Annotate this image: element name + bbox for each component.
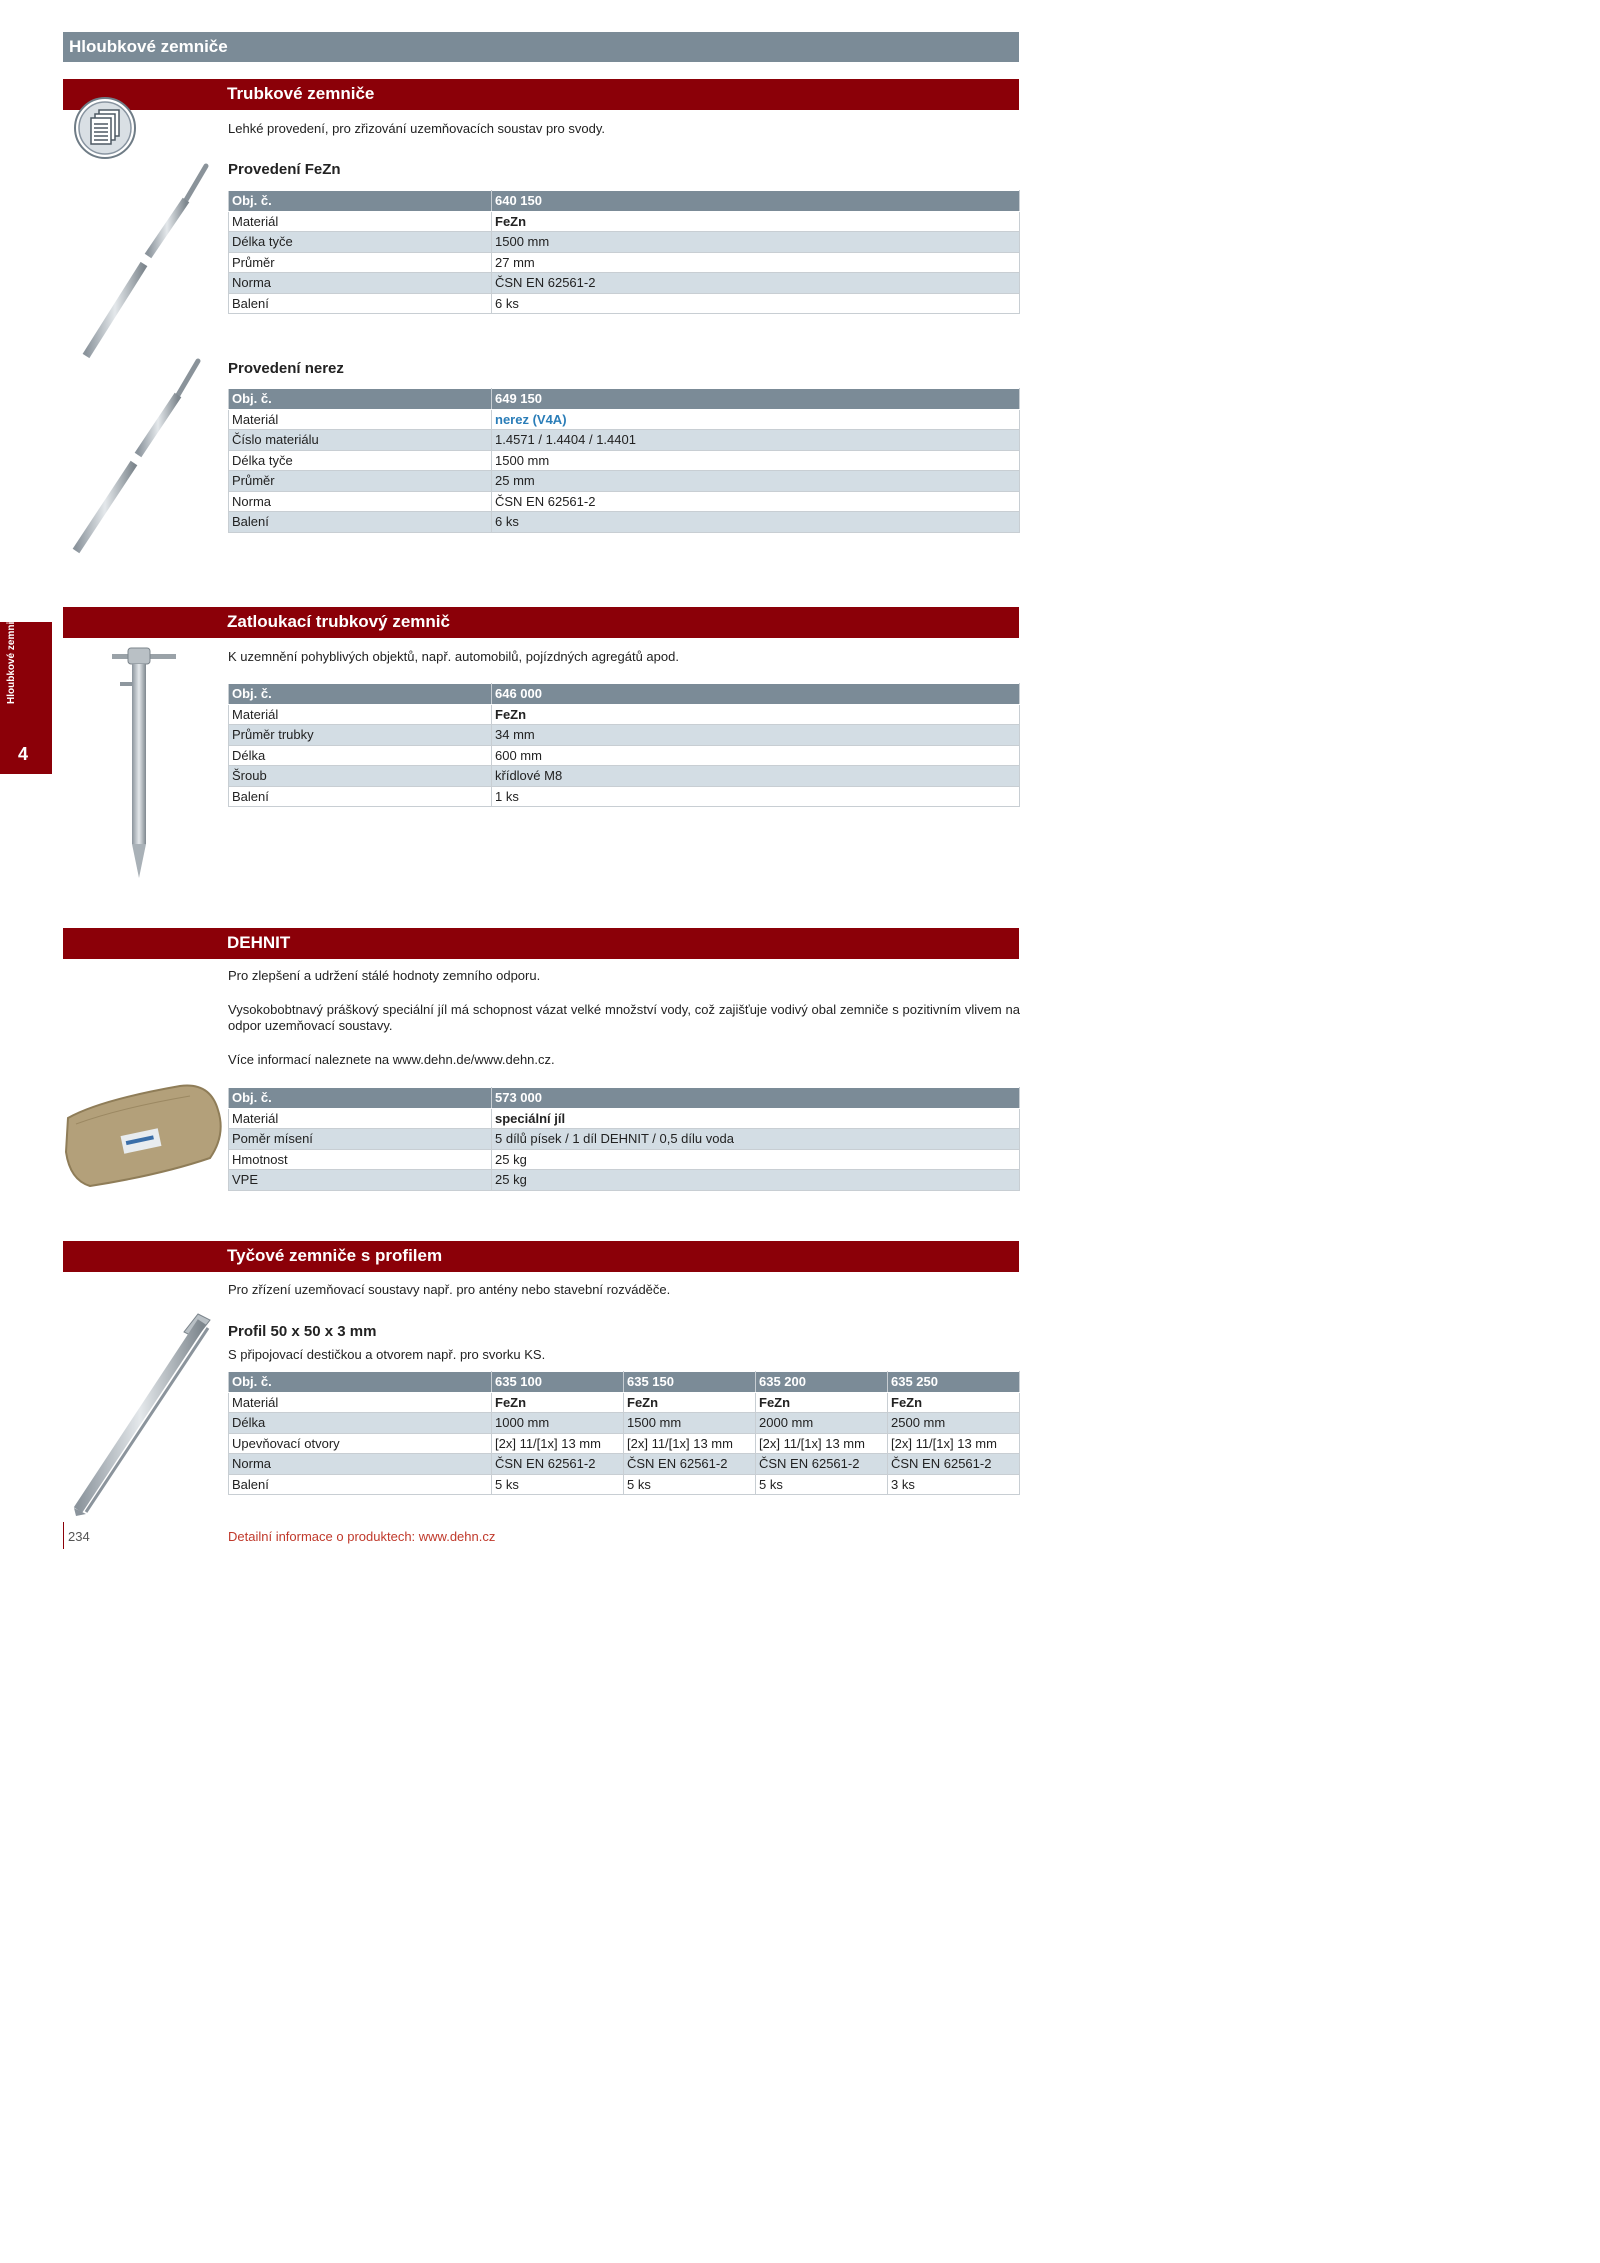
footer-product-link[interactable]: Detailní informace o produktech: www.dehn.cz <box>228 1529 496 1544</box>
section-header-dehnit <box>63 928 1019 959</box>
variant-title-stainless: Provedení nerez <box>228 360 344 377</box>
table-header-row: Obj. č. 646 000 <box>229 684 1020 705</box>
spec-table-driven-rod <box>228 683 1020 807</box>
table-row: Průměr 27 mm <box>229 252 1020 273</box>
variant-title-fezn: Provedení FeZn <box>228 161 341 178</box>
chapter-side-tab[interactable] <box>0 610 52 774</box>
section-description: Pro zlepšení a udržení stálé hodnoty zemního odporu. <box>228 968 541 983</box>
section-title: Zatloukací trubkový zemnič <box>227 612 450 631</box>
table-header-row: Obj. č. 649 150 <box>229 389 1020 410</box>
table-header-row: Obj. č. 635 100 635 150 635 200 635 250 <box>229 1372 1020 1393</box>
table-row: Materiál nerez (V4A) <box>229 409 1020 430</box>
table-row: Poměr mísení 5 dílů písek / 1 díl DEHNIT / 0,5 dílu voda <box>229 1129 1020 1150</box>
table-row: Balení 1 ks <box>229 786 1020 807</box>
table-row: Balení 6 ks <box>229 512 1020 533</box>
table-row: Délka 600 mm <box>229 745 1020 766</box>
page-number: 234 <box>68 1529 90 1544</box>
section-header-trubkove <box>63 79 1019 110</box>
table-row: Průměr trubky 34 mm <box>229 725 1020 746</box>
table-row: Číslo materiálu 1.4571 / 1.4404 / 1.4401 <box>229 430 1020 451</box>
page-header-bar <box>63 32 1019 62</box>
chapter-side-tab-number: 4 <box>18 744 29 764</box>
spec-table-fezn <box>228 190 1020 314</box>
table-row: Norma ČSN EN 62561-2 ČSN EN 62561-2 ČSN EN 62561-2 ČSN EN 62561-2 <box>229 1454 1020 1475</box>
spec-table-stainless <box>228 388 1020 533</box>
section-title: DEHNIT <box>227 933 291 952</box>
page-header-title: Hloubkové zemniče <box>69 37 228 56</box>
section-description: Vysokobobtnavý práškový speciální jíl má schopnost vázat velké množství vody, což zajišťuje vodivý obal zemniče s pozitivním vlivem na odpor uzemňovací soustavy. <box>228 1002 1020 1033</box>
table-row: Délka tyče 1500 mm <box>229 232 1020 253</box>
profile-subtitle: Profil 50 x 50 x 3 mm <box>228 1323 377 1340</box>
table-row: Šroub křídlové M8 <box>229 766 1020 787</box>
section-description: Více informací naleznete na www.dehn.de/www.dehn.cz. <box>228 1052 555 1067</box>
table-row: Délka tyče 1500 mm <box>229 450 1020 471</box>
footer-divider <box>63 1522 64 1549</box>
table-row: Materiál speciální jíl <box>229 1108 1020 1129</box>
documents-icon[interactable] <box>73 96 137 160</box>
table-row: Balení 6 ks <box>229 293 1020 314</box>
table-row: VPE 25 kg <box>229 1170 1020 1191</box>
section-description: Lehké provedení, pro zřizování uzemňovacích soustav pro svody. <box>228 121 605 136</box>
table-row: Materiál FeZn <box>229 211 1020 232</box>
table-header-row: Obj. č. 640 150 <box>229 191 1020 212</box>
driven-earth-rod-image <box>98 646 188 881</box>
section-description: Pro zřízení uzemňovací soustavy např. pro antény nebo stavební rozváděče. <box>228 1282 671 1297</box>
spec-table-profile-rods <box>228 1371 1020 1495</box>
table-row: Průměr 25 mm <box>229 471 1020 492</box>
table-row: Norma ČSN EN 62561-2 <box>229 491 1020 512</box>
table-row: Délka 1000 mm 1500 mm 2000 mm 2500 mm <box>229 1413 1020 1434</box>
dehnit-sack-image <box>60 1080 230 1190</box>
table-row: Upevňovací otvory [2x] 11/[1x] 13 mm [2x] 11/[1x] 13 mm [2x] 11/[1x] 13 mm [2x] 11/[1x] 13 mm <box>229 1433 1020 1454</box>
section-header-zatloukaci <box>63 607 1019 638</box>
table-row: Hmotnost 25 kg <box>229 1149 1020 1170</box>
section-title: Trubkové zemniče <box>227 84 375 103</box>
section-header-tycove <box>63 1241 1019 1272</box>
table-row: Balení 5 ks 5 ks 5 ks 3 ks <box>229 1474 1020 1495</box>
chapter-side-tab-label: Hloubkové zemniče <box>6 610 17 704</box>
table-row: Materiál FeZn FeZn FeZn FeZn <box>229 1392 1020 1413</box>
section-title: Tyčové zemniče s profilem <box>227 1246 443 1265</box>
pipe-earth-rod-fezn-image <box>74 160 214 365</box>
pipe-earth-rod-stainless-image <box>66 355 206 560</box>
profile-description: S připojovací destičkou a otvorem např. pro svorku KS. <box>228 1347 546 1362</box>
table-row: Norma ČSN EN 62561-2 <box>229 273 1020 294</box>
profile-earth-rod-image <box>62 1308 222 1518</box>
spec-table-dehnit <box>228 1087 1020 1191</box>
table-row: Materiál FeZn <box>229 704 1020 725</box>
table-header-row: Obj. č. 573 000 <box>229 1088 1020 1109</box>
section-description: K uzemnění pohyblivých objektů, např. automobilů, pojízdných agregátů apod. <box>228 649 679 664</box>
